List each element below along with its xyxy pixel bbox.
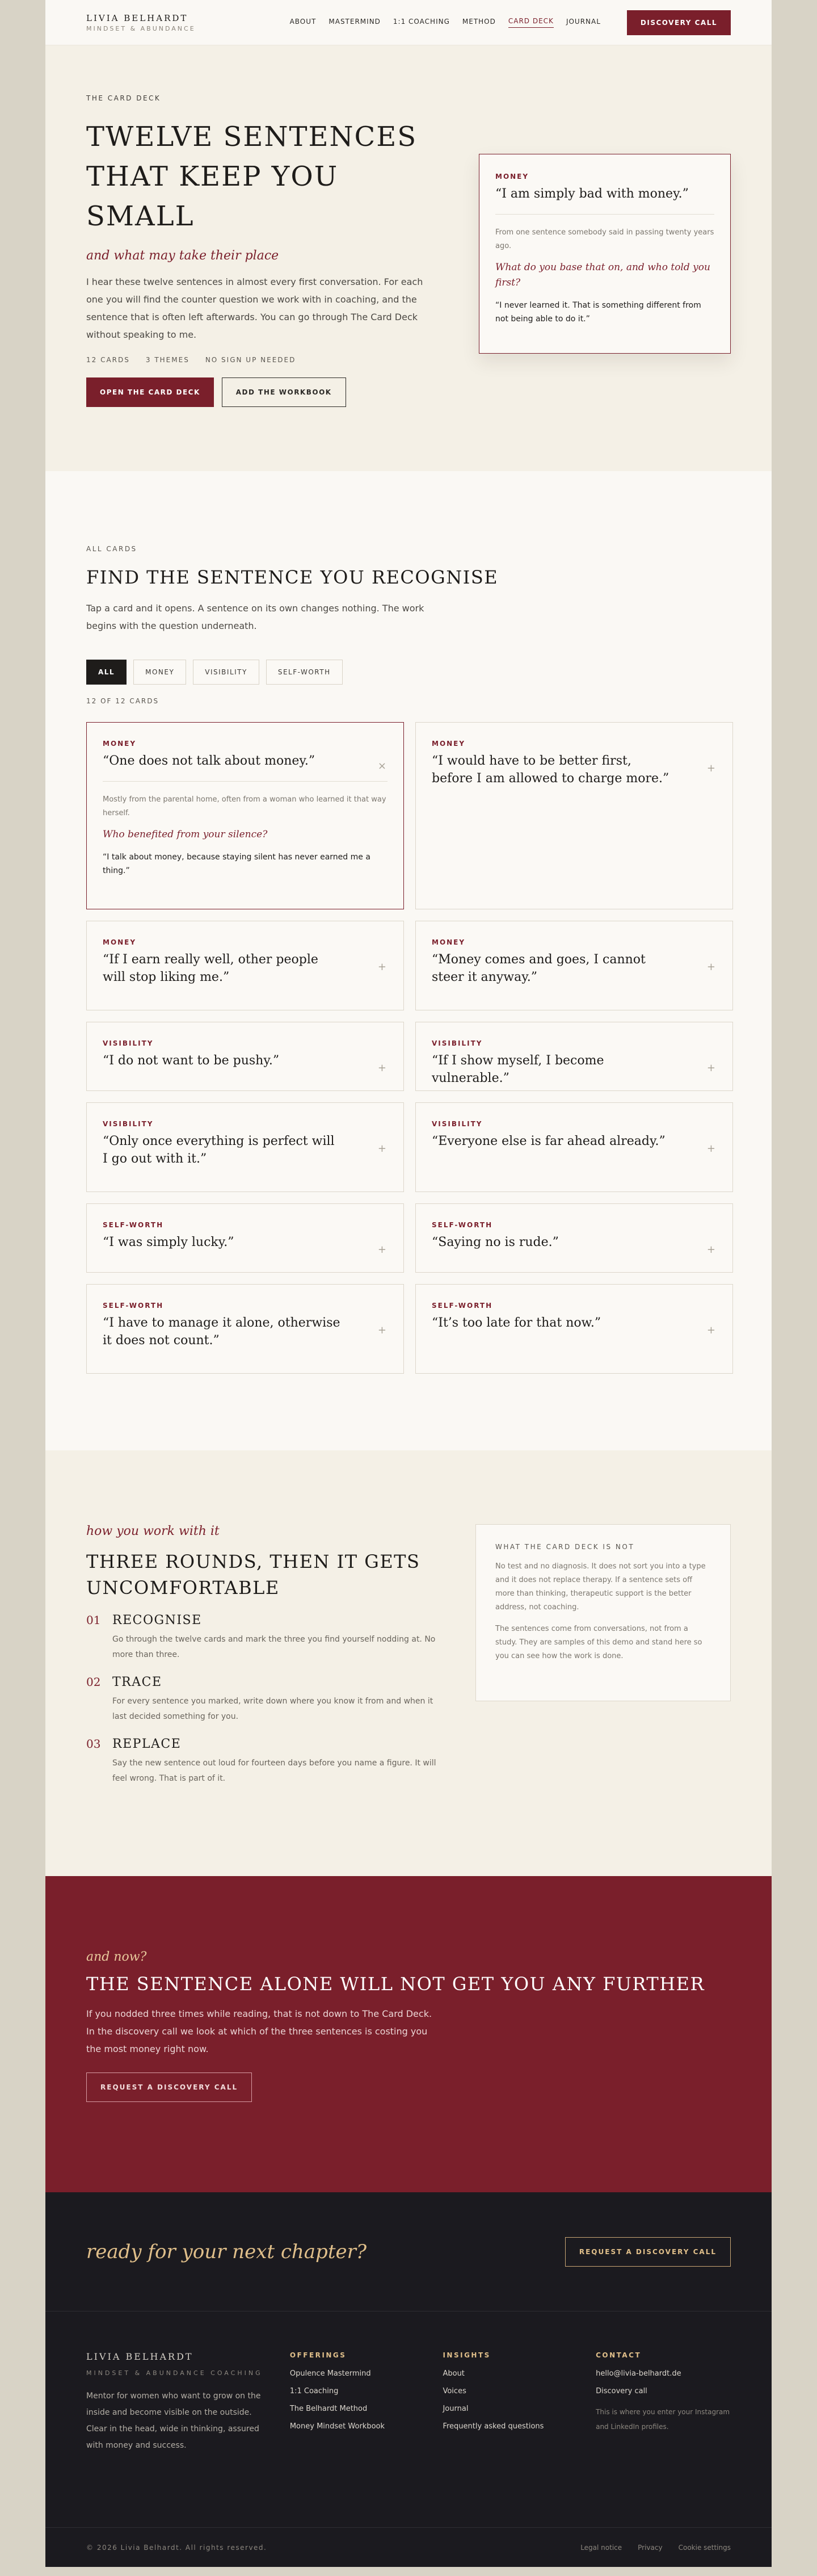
chapter-banner <box>45 2192 772 2311</box>
hero-body: I hear these twelve sentences in almost every first conversation. For each one you will find the counter question we work with in coaching, and the sentence that is often left afterwards. You can go through The Card Deck without speaking to me. <box>86 276 423 340</box>
step-body: Go through the twelve cards and mark the three you find yourself nodding at. No more than three. <box>112 1635 436 1659</box>
top-nav <box>45 0 772 45</box>
copyright: © 2026 Livia Belhardt. All rights reserved. <box>86 2543 267 2552</box>
footer-link[interactable]: The Belhardt Method <box>289 2405 368 2413</box>
card-tag: SELF-WORTH <box>103 1221 164 1229</box>
card-quote: “It’s too late for that now.” <box>432 1316 601 1330</box>
card-item[interactable] <box>415 1284 733 1374</box>
nav-link-about[interactable]: ABOUT <box>289 17 317 26</box>
footer-link[interactable]: Discovery call <box>596 2387 647 2395</box>
card-quote: “Saying no is rude.” <box>432 1235 559 1249</box>
card-quote: “If I show myself, I become vulnerable.” <box>432 1054 604 1085</box>
card-item[interactable] <box>415 1022 733 1091</box>
card-item[interactable] <box>86 1102 404 1192</box>
hero-content <box>86 94 438 421</box>
card-tag: MONEY <box>432 938 466 946</box>
footer-link[interactable]: 1:1 Coaching <box>289 2387 339 2395</box>
page <box>45 0 772 2567</box>
card-grid <box>86 722 731 1374</box>
discovery-call-button[interactable]: DISCOVERY CALL <box>627 10 731 35</box>
footer-contact <box>596 2351 731 2527</box>
step-number: 02 <box>86 1675 101 1689</box>
step-title: RECOGNISE <box>112 1613 202 1627</box>
nav-link-mastermind[interactable]: MASTERMIND <box>329 17 381 26</box>
card-item[interactable] <box>415 722 733 909</box>
brand-subtitle: MINDSET & ABUNDANCE <box>86 24 196 32</box>
hero-meta <box>86 356 438 364</box>
card-count: 12 OF 12 CARDS <box>86 697 159 705</box>
footer-link[interactable]: Opulence Mastermind <box>289 2369 371 2378</box>
footer-heading: INSIGHTS <box>443 2351 491 2359</box>
card-item[interactable] <box>86 921 404 1010</box>
card-quote: “I was simply lucky.” <box>103 1235 234 1249</box>
cta-body: If you nodded three times while reading, that is not down to The Card Deck. In the discovery call we look at which of the three sentences is costing you the most money right now. <box>86 2008 432 2054</box>
step-title: REPLACE <box>112 1737 182 1751</box>
card-item[interactable] <box>415 1102 733 1192</box>
plus-icon[interactable]: + <box>706 762 715 774</box>
disclaimer-text: No test and no diagnosis. It does not sort you into a type and it does not replace therapy. If a sentence sets off more than thinking, therapeutic support is the better address, not coaching. <box>495 1562 706 1612</box>
footer-heading: OFFERINGS <box>289 2351 347 2359</box>
step-title: TRACE <box>112 1675 162 1689</box>
card-item[interactable] <box>86 722 404 909</box>
plus-icon[interactable]: + <box>377 1324 386 1336</box>
card-quote: “I have to manage it alone, otherwise it does not count.” <box>103 1316 340 1348</box>
plus-icon[interactable]: + <box>706 1244 715 1256</box>
filter-bar <box>86 660 731 685</box>
filter-money[interactable]: MONEY <box>133 660 186 685</box>
hero-buttons <box>86 377 438 407</box>
chapter-title: ready for your next chapter? <box>86 2240 367 2263</box>
card-tag: SELF-WORTH <box>103 1302 164 1310</box>
footer-brand-name: LIVIA BELHARDT <box>86 2351 193 2362</box>
nav-link-method[interactable]: METHOD <box>462 17 496 26</box>
disclaimer-title: WHAT THE CARD DECK IS NOT <box>495 1543 635 1551</box>
card-quote: “If I earn really well, other people will stop liking me.” <box>103 953 318 984</box>
card-item[interactable] <box>415 1203 733 1273</box>
step-item <box>86 1613 444 1663</box>
footer-link[interactable]: About <box>443 2369 465 2378</box>
plus-icon[interactable]: + <box>706 1143 715 1155</box>
card-tag: VISIBILITY <box>103 1120 154 1128</box>
meta-cards: 12 CARDS <box>86 356 130 364</box>
plus-icon[interactable]: + <box>377 1244 386 1256</box>
featured-card[interactable] <box>479 154 731 354</box>
card-item[interactable] <box>86 1022 404 1091</box>
footer-brand <box>86 2351 290 2527</box>
filter-visibility[interactable]: VISIBILITY <box>193 660 259 685</box>
step-item <box>86 1675 444 1725</box>
card-quote: “One does not talk about money.” <box>103 754 315 768</box>
footer-bottom-bar <box>45 2527 772 2567</box>
brand[interactable] <box>86 13 196 32</box>
legal-notice-link[interactable]: Legal notice <box>580 2543 622 2552</box>
plus-icon[interactable]: + <box>706 961 715 973</box>
cta-title: THE SENTENCE ALONE WILL NOT GET YOU ANY FURTHER <box>86 1973 705 1995</box>
card-quote: “Everyone else is far ahead already.” <box>432 1134 666 1148</box>
card-question: What do you base that on, and who told you first? <box>495 262 710 288</box>
card-quote: “Money comes and goes, I cannot steer it anyway.” <box>432 953 646 984</box>
how-title: THREE ROUNDS, THEN IT GETS UNCOMFORTABLE <box>86 1551 420 1599</box>
card-item[interactable] <box>86 1203 404 1273</box>
meta-signup: NO SIGN UP NEEDED <box>205 356 296 364</box>
plus-icon[interactable]: + <box>706 1324 715 1336</box>
card-item[interactable] <box>86 1284 404 1374</box>
filter-all[interactable]: ALL <box>86 660 127 685</box>
legal-links <box>580 2544 731 2552</box>
card-divider <box>495 214 714 215</box>
nav-links <box>290 10 731 35</box>
footer-heading: CONTACT <box>596 2351 642 2359</box>
footer-insights <box>443 2351 596 2527</box>
footer-email-link[interactable]: hello@livia-belhardt.de <box>596 2369 681 2378</box>
card-tag: MONEY <box>495 173 529 181</box>
footer-columns <box>45 2311 772 2527</box>
footer-contact-note: This is where you enter your Instagram and LinkedIn profiles. <box>596 2408 730 2431</box>
card-quote: “I would have to be better first, before I am allowed to charge more.” <box>432 754 669 786</box>
footer-offerings <box>290 2351 443 2527</box>
step-number: 03 <box>86 1737 101 1751</box>
hero-title: TWELVE SENTENCES THAT KEEP YOU SMALL <box>86 121 418 232</box>
plus-icon[interactable]: + <box>377 961 386 973</box>
footer-discovery-call-button[interactable]: REQUEST A DISCOVERY CALL <box>565 2237 731 2267</box>
disclaimer-text: The sentences come from conversations, not from a study. They are samples of this demo and stand here so you can see how the work is done. <box>495 1625 702 1660</box>
step-number: 01 <box>86 1613 101 1627</box>
card-question: Who benefited from your silence? <box>103 829 268 840</box>
footer-link[interactable]: Frequently asked questions <box>443 2422 544 2431</box>
card-tag: MONEY <box>103 740 137 748</box>
card-tag: VISIBILITY <box>432 1039 483 1047</box>
nav-link-coaching[interactable]: 1:1 COACHING <box>393 17 450 26</box>
card-note: Mostly from the parental home, often from a woman who learned it that way herself. <box>103 795 386 817</box>
footer-link[interactable]: Voices <box>443 2387 466 2395</box>
close-icon[interactable]: × <box>377 760 386 772</box>
cta-section <box>45 1876 772 2192</box>
footer-brand-subtitle: MINDSET & ABUNDANCE COACHING <box>86 2369 263 2377</box>
step-body: Say the new sentence out loud for fourteen days before you name a figure. It will feel wrong. That is part of it. <box>112 1759 436 1783</box>
card-tag: MONEY <box>432 740 466 748</box>
footer-link[interactable]: Journal <box>443 2405 469 2413</box>
open-card-deck-button[interactable]: OPEN THE CARD DECK <box>86 377 214 407</box>
hero-eyebrow: THE CARD DECK <box>86 94 161 102</box>
step-body: For every sentence you marked, write down where you know it from and when it last decided something for you. <box>112 1697 433 1721</box>
card-tag: SELF-WORTH <box>432 1302 493 1310</box>
card-quote: “I do not want to be pushy.” <box>103 1054 280 1068</box>
request-discovery-call-button[interactable]: REQUEST A DISCOVERY CALL <box>86 2072 252 2102</box>
card-tag: VISIBILITY <box>432 1120 483 1128</box>
card-tag: SELF-WORTH <box>432 1221 493 1229</box>
footer <box>45 2192 772 2567</box>
footer-brand-description: Mentor for women who want to grow on the inside and become visible on the outside. Clear in the head, wide in thinking, assured with money and success. <box>86 2392 261 2450</box>
card-note: From one sentence somebody said in passing twenty years ago. <box>495 228 714 250</box>
filter-self-worth[interactable]: SELF-WORTH <box>266 660 343 685</box>
cards-eyebrow: ALL CARDS <box>86 545 137 553</box>
footer-link[interactable]: Money Mindset Workbook <box>289 2422 385 2431</box>
all-cards-section <box>45 471 772 1450</box>
card-item[interactable] <box>415 921 733 1010</box>
how-section <box>45 1450 772 1876</box>
card-tag: VISIBILITY <box>103 1039 154 1047</box>
add-workbook-button[interactable]: ADD THE WORKBOOK <box>222 377 346 407</box>
hero-subtitle: and what may take their place <box>86 249 279 263</box>
cards-title: FIND THE SENTENCE YOU RECOGNISE <box>86 567 499 588</box>
nav-link-journal[interactable]: JOURNAL <box>566 17 601 26</box>
plus-icon[interactable]: + <box>377 1062 386 1074</box>
card-quote: “Only once everything is perfect will I go out with it.” <box>103 1134 335 1166</box>
cta-kicker: and now? <box>86 1950 147 1964</box>
how-kicker: how you work with it <box>86 1524 220 1538</box>
cookie-settings-link[interactable]: Cookie settings <box>678 2543 731 2552</box>
step-item <box>86 1737 444 1786</box>
card-divider <box>103 781 388 782</box>
nav-link-card-deck[interactable]: CARD DECK <box>508 17 554 28</box>
card-answer: “I never learned it. That is something different from not being able to do it.” <box>495 301 701 324</box>
card-tag: MONEY <box>103 938 137 946</box>
how-content <box>86 1524 444 1808</box>
cards-intro: Tap a card and it opens. A sentence on its own changes nothing. The work begins with the question underneath. <box>86 603 424 631</box>
brand-name: LIVIA BELHARDT <box>86 12 188 23</box>
plus-icon[interactable]: + <box>706 1062 715 1074</box>
card-quote: “I am simply bad with money.” <box>495 187 689 201</box>
plus-icon[interactable]: + <box>377 1143 386 1155</box>
card-answer: “I talk about money, because staying silent has never earned me a thing.” <box>103 853 370 875</box>
disclaimer-box <box>475 1524 731 1701</box>
meta-themes: 3 THEMES <box>145 356 189 364</box>
privacy-link[interactable]: Privacy <box>638 2543 663 2552</box>
hero-section <box>45 45 772 471</box>
